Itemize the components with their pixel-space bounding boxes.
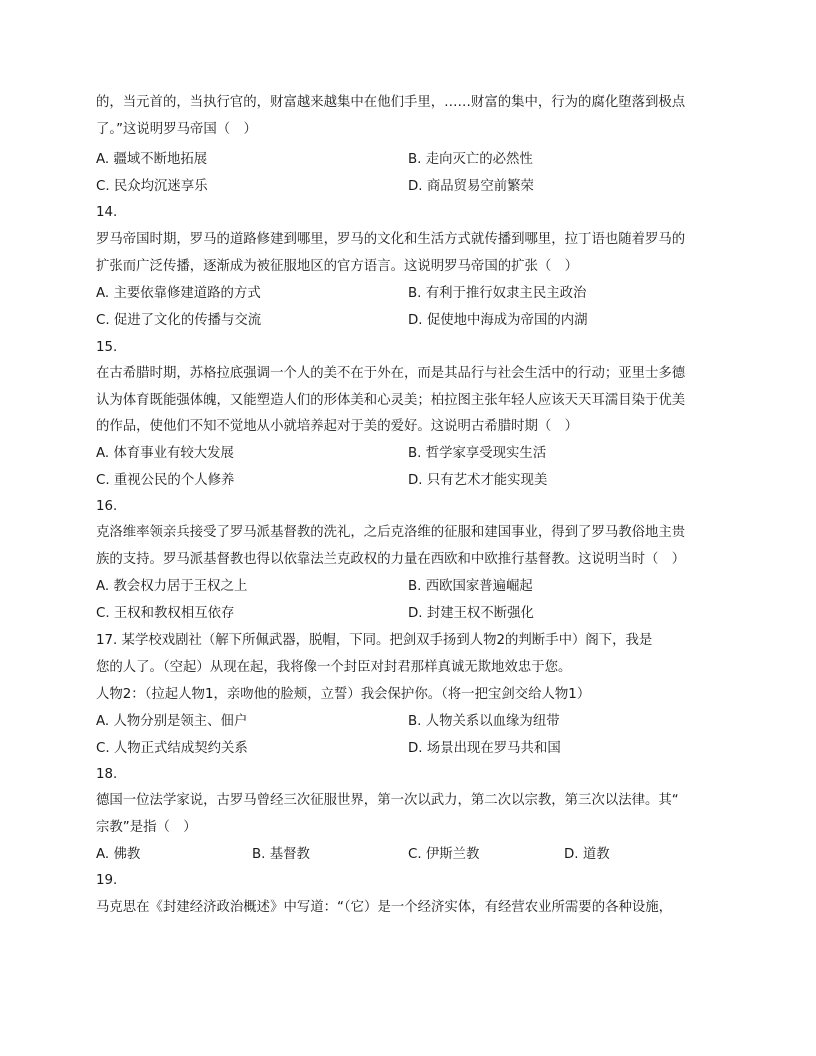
q14-option-c: C. 促进了文化的传播与交流: [96, 313, 262, 328]
q17-option-d: D. 场景出现在罗马共和国: [408, 741, 561, 756]
q15-number: 15.: [96, 340, 118, 355]
q13-option-d: D. 商品贸易空前繁荣: [408, 179, 534, 194]
q15-option-a: A. 体育事业有较大发展: [96, 446, 234, 461]
q18-option-d: D. 道教: [564, 847, 610, 862]
q19-stem-line-1: 马克思在《封建经济政治概述》中写道：“（它）是一个经济实体，有经营农业所需要的各种设施，: [96, 900, 673, 915]
q18-option-c: C. 伊斯兰教: [408, 847, 480, 862]
q15-option-c: C. 重视公民的个人修养: [96, 473, 235, 488]
q13-option-b: B. 走向灭亡的必然性: [408, 152, 533, 167]
q18-stem-line-1: 德国一位法学家说，古罗马曾经三次征服世界，第一次以武力，第二次以宗教，第三次以法律。其“: [96, 793, 679, 808]
q15-option-b: B. 哲学家享受现实生活: [408, 446, 547, 461]
q14-option-a: A. 主要依靠修建道路的方式: [96, 286, 261, 301]
q15-stem-line-3: 的作品，使他们不知不觉地从小就培养起对于美的爱好。这说明古希腊时期（ ）: [96, 419, 579, 434]
q13-option-a: A. 疆域不断地拓展: [96, 152, 208, 167]
q13-stem-line-2: 了。”这说明罗马帝国（ ）: [96, 122, 257, 137]
q14-option-d: D. 促使地中海成为帝国的内湖: [408, 313, 588, 328]
q17-option-a: A. 人物分别是领主、佃户: [96, 714, 248, 729]
q15-stem-line-1: 在古希腊时期，苏格拉底强调一个人的美不在于外在，而是其品行与社会生活中的行动；亚里士多德: [96, 366, 686, 381]
q16-stem-line-1: 克洛维率领亲兵接受了罗马派基督教的洗礼，之后克洛维的征服和建国事业，得到了罗马教俗地主贵: [96, 525, 686, 540]
q18-number: 18.: [96, 767, 118, 782]
q16-option-b: B. 西欧国家普遍崛起: [408, 579, 533, 594]
q17-stem-line-1: 17. 某学校戏剧社（解下所佩武器，脱帽，下同。把剑双手扬到人物2的判断手中）阁下，我是: [96, 633, 653, 648]
q14-option-b: B. 有利于推行奴隶主民主政治: [408, 286, 587, 301]
q16-option-d: D. 封建王权不断强化: [408, 606, 534, 621]
q14-stem-line-2: 扩张而广泛传播，逐渐成为被征服地区的官方语言。这说明罗马帝国的扩张（ ）: [96, 259, 579, 274]
q18-option-a: A. 佛教: [96, 847, 141, 862]
q16-option-c: C. 王权和教权相互依存: [96, 606, 235, 621]
q15-option-d: D. 只有艺术才能实现美: [408, 473, 548, 488]
q17-stem-line-2: 您的人了。（空起）从现在起，我将像一个封臣对封君那样真诚无欺地效忠于您。: [96, 660, 572, 675]
q17-option-c: C. 人物正式结成契约关系: [96, 741, 248, 756]
q14-number: 14.: [96, 205, 118, 220]
q15-stem-line-2: 认为体育既能强体魄，又能塑造人们的形体美和心灵美；柏拉图主张年轻人应该天天耳濡目染于优美: [96, 393, 686, 408]
q18-stem-line-2: 宗教”是指（ ）: [96, 820, 197, 835]
q19-number: 19.: [96, 873, 118, 888]
q17-stem-line-3: 人物2：（拉起人物1，亲吻他的脸颊，立誓）我会保护你。（将一把宝剑交给人物1）: [96, 687, 591, 702]
q13-option-c: C. 民众均沉迷享乐: [96, 179, 208, 194]
q16-option-a: A. 教会权力居于王权之上: [96, 579, 248, 594]
q18-option-b: B. 基督教: [252, 847, 310, 862]
q16-number: 16.: [96, 499, 118, 514]
q13-stem-line-1: 的，当元首的，当执行官的，财富越来越集中在他们手里，……财富的集中，行为的腐化堕落到极点: [96, 95, 686, 110]
q14-stem-line-1: 罗马帝国时期，罗马的道路修建到哪里，罗马的文化和生活方式就传播到哪里，拉丁语也随着罗马的: [96, 232, 686, 247]
q17-option-b: B. 人物关系以血缘为纽带: [408, 714, 560, 729]
q16-stem-line-2: 族的支持。罗马派基督教也得以依靠法兰克政权的力量在西欧和中欧推行基督教。这说明当时（ ）: [96, 552, 686, 567]
